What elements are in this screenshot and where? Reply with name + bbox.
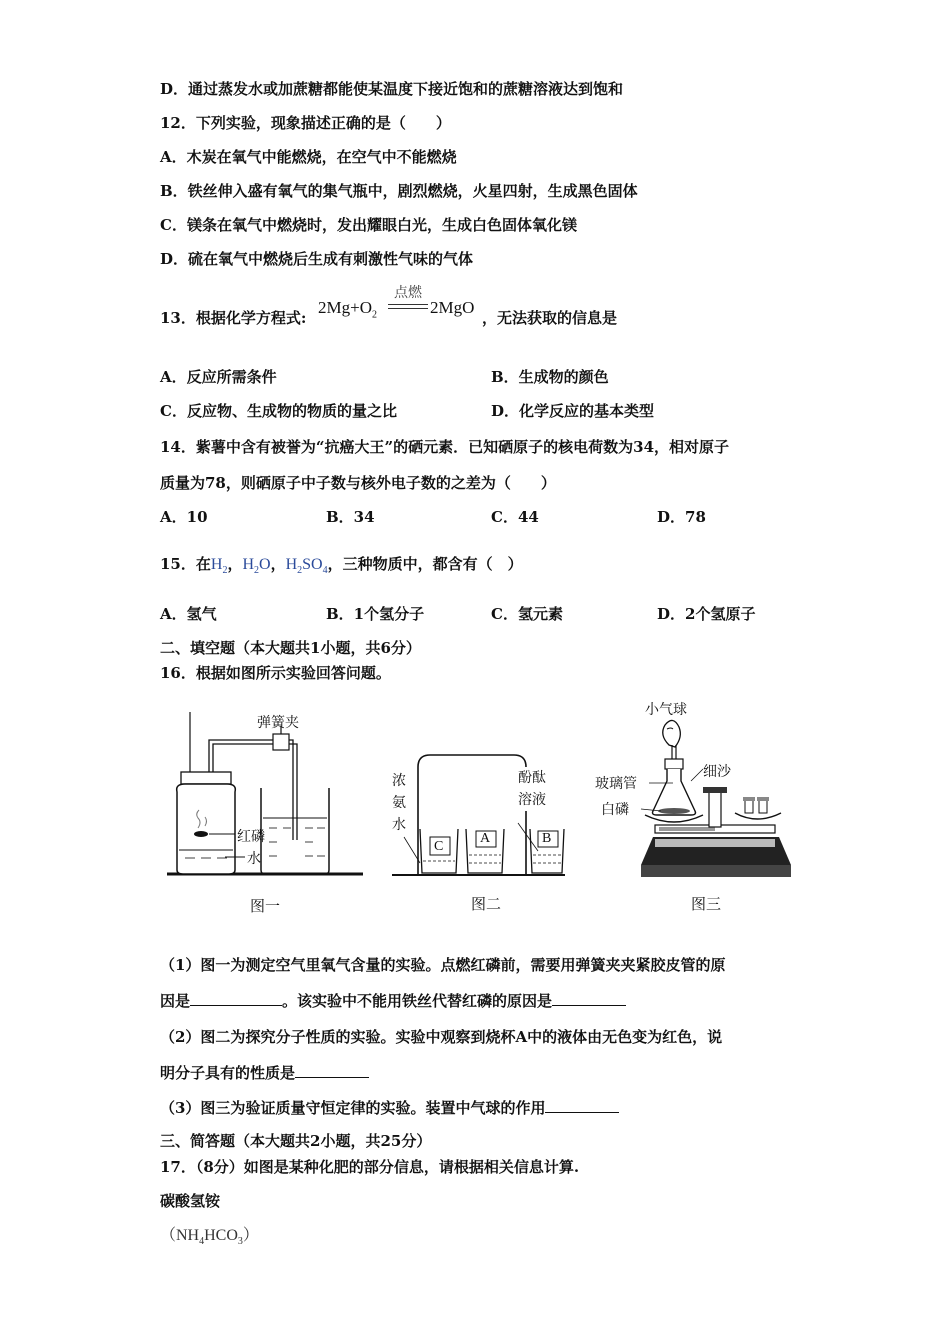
q15-option-c: C．氢元素 <box>491 605 563 623</box>
formula-h2so4: $H_2SO_4$ <box>285 556 328 577</box>
label-red-phosphorus: 红磷 <box>237 829 265 845</box>
section-2-title: 二、填空题（本大题共1小题，共6分） <box>160 639 421 657</box>
q12-option-b: B．铁丝伸入盛有氧气的集气瓶中，剧烈燃烧，火星四射，生成黑色固体 <box>160 182 638 200</box>
label-beaker-a: A <box>480 831 491 846</box>
label-beaker-b: B <box>542 831 552 846</box>
q15-option-b: B．1个氢分子 <box>326 605 425 623</box>
q15-option-a: A．氢气 <box>160 605 217 623</box>
q15-option-d: D．2个氢原子 <box>657 605 756 623</box>
label-fine-sand: 细沙 <box>703 764 731 780</box>
q14-stem-line2: 质量为78，则硒原子中子数与核外电子数的之差为（ ） <box>160 474 556 492</box>
q13-stem-prefix: 13．根据化学方程式: <box>160 309 307 327</box>
q16-part2-line1: （2）图二为探究分子性质的实验。实验中观察到烧杯A中的液体由无色变为红色，说 <box>160 1028 723 1046</box>
q16-stem: 16．根据如图所示实验回答问题。 <box>160 664 391 682</box>
answer-blank[interactable] <box>552 991 626 1006</box>
q11-option-d: D．通过蒸发水或加蔗糖都能使某温度下接近饱和的蔗糖溶液达到饱和 <box>160 80 624 98</box>
figure-2-caption: 图二 <box>471 895 502 913</box>
q13-option-c: C．反应物、生成物的物质的量之比 <box>160 402 397 420</box>
figure-3-caption: 图三 <box>691 895 722 913</box>
q13-equation-left: $2Mg+O_2$ <box>318 298 377 321</box>
label-small-balloon: 小气球 <box>645 702 687 718</box>
q16-part1-line2: 因是 。该实验中不能用铁丝代替红磷的原因是 <box>160 990 626 1011</box>
answer-blank[interactable] <box>545 1098 619 1113</box>
answer-blank[interactable] <box>190 991 282 1006</box>
label-conc-ammonia: 浓 氨 水 <box>392 770 408 836</box>
q17-stem: 17．（8分）如图是某种化肥的部分信息，请根据相关信息计算. <box>160 1158 580 1176</box>
figure-1 <box>165 700 365 885</box>
q16-part3: （3）图三为验证质量守恒定律的实验。装置中气球的作用 <box>160 1097 619 1118</box>
figure-2-diagram <box>390 745 565 880</box>
q13-equation-arrow <box>388 304 428 309</box>
label-white-phosphorus: 白磷 <box>601 802 629 818</box>
q14-option-c: C．44 <box>491 508 539 526</box>
section-3-title: 三、简答题（本大题共2小题，共25分） <box>160 1132 432 1150</box>
q17-fertilizer-name: 碳酸氢铵 <box>160 1192 221 1210</box>
q14-option-b: B．34 <box>326 508 375 526</box>
q16-part2-line2: 明分子具有的性质是 <box>160 1062 369 1083</box>
q12-option-a: A．木炭在氧气中能燃烧，在空气中不能燃烧 <box>160 148 457 166</box>
q14-stem-line1: 14．紫薯中含有被誉为“抗癌大王”的硒元素．已知硒原子的核电荷数为34，相对原子 <box>160 438 730 456</box>
label-glass-tube: 玻璃管 <box>595 776 637 792</box>
label-beaker-c: C <box>434 839 444 854</box>
q13-stem-suffix: ，无法获取的信息是 <box>482 309 618 327</box>
formula-h2o: $H_2O$ <box>242 556 271 577</box>
q13-option-b: B．生成物的颜色 <box>491 368 609 386</box>
q13-equation-right: 2MgO <box>430 298 475 317</box>
q12-option-d: D．硫在氧气中燃烧后生成有刺激性气味的气体 <box>160 250 474 268</box>
label-water: 水 <box>247 851 261 867</box>
q16-part1-line1: （1）图一为测定空气里氧气含量的实验。点燃红磷前，需要用弹簧夹夹紧胶皮管的原 <box>160 956 726 974</box>
figure-1-caption: 图一 <box>250 897 281 915</box>
q12-stem: 12．下列实验，现象描述正确的是（ ） <box>160 114 451 132</box>
figure-2 <box>390 745 565 880</box>
q17-fertilizer-formula: $(NH_4HCO_3)$ <box>160 1227 259 1248</box>
q13-option-a: A．反应所需条件 <box>160 368 277 386</box>
label-spring-clip: 弹簧夹 <box>257 715 299 731</box>
figure-3 <box>595 695 795 885</box>
label-phenolphthalein: 酚酞 溶液 <box>518 767 546 811</box>
q13-option-d: D．化学反应的基本类型 <box>491 402 655 420</box>
q15-stem: 15．在$H_2$，$H_2O$，$H_2SO_4$，三种物质中，都含有（ ） <box>160 555 523 577</box>
answer-blank[interactable] <box>295 1063 369 1078</box>
formula-h2: $H_2$ <box>210 556 228 577</box>
q12-option-c: C．镁条在氧气中燃烧时，发出耀眼白光，生成白色固体氧化镁 <box>160 216 577 234</box>
q13-equation-condition: 点燃 <box>394 285 422 301</box>
q14-option-d: D．78 <box>657 508 706 526</box>
q14-option-a: A．10 <box>160 508 208 526</box>
